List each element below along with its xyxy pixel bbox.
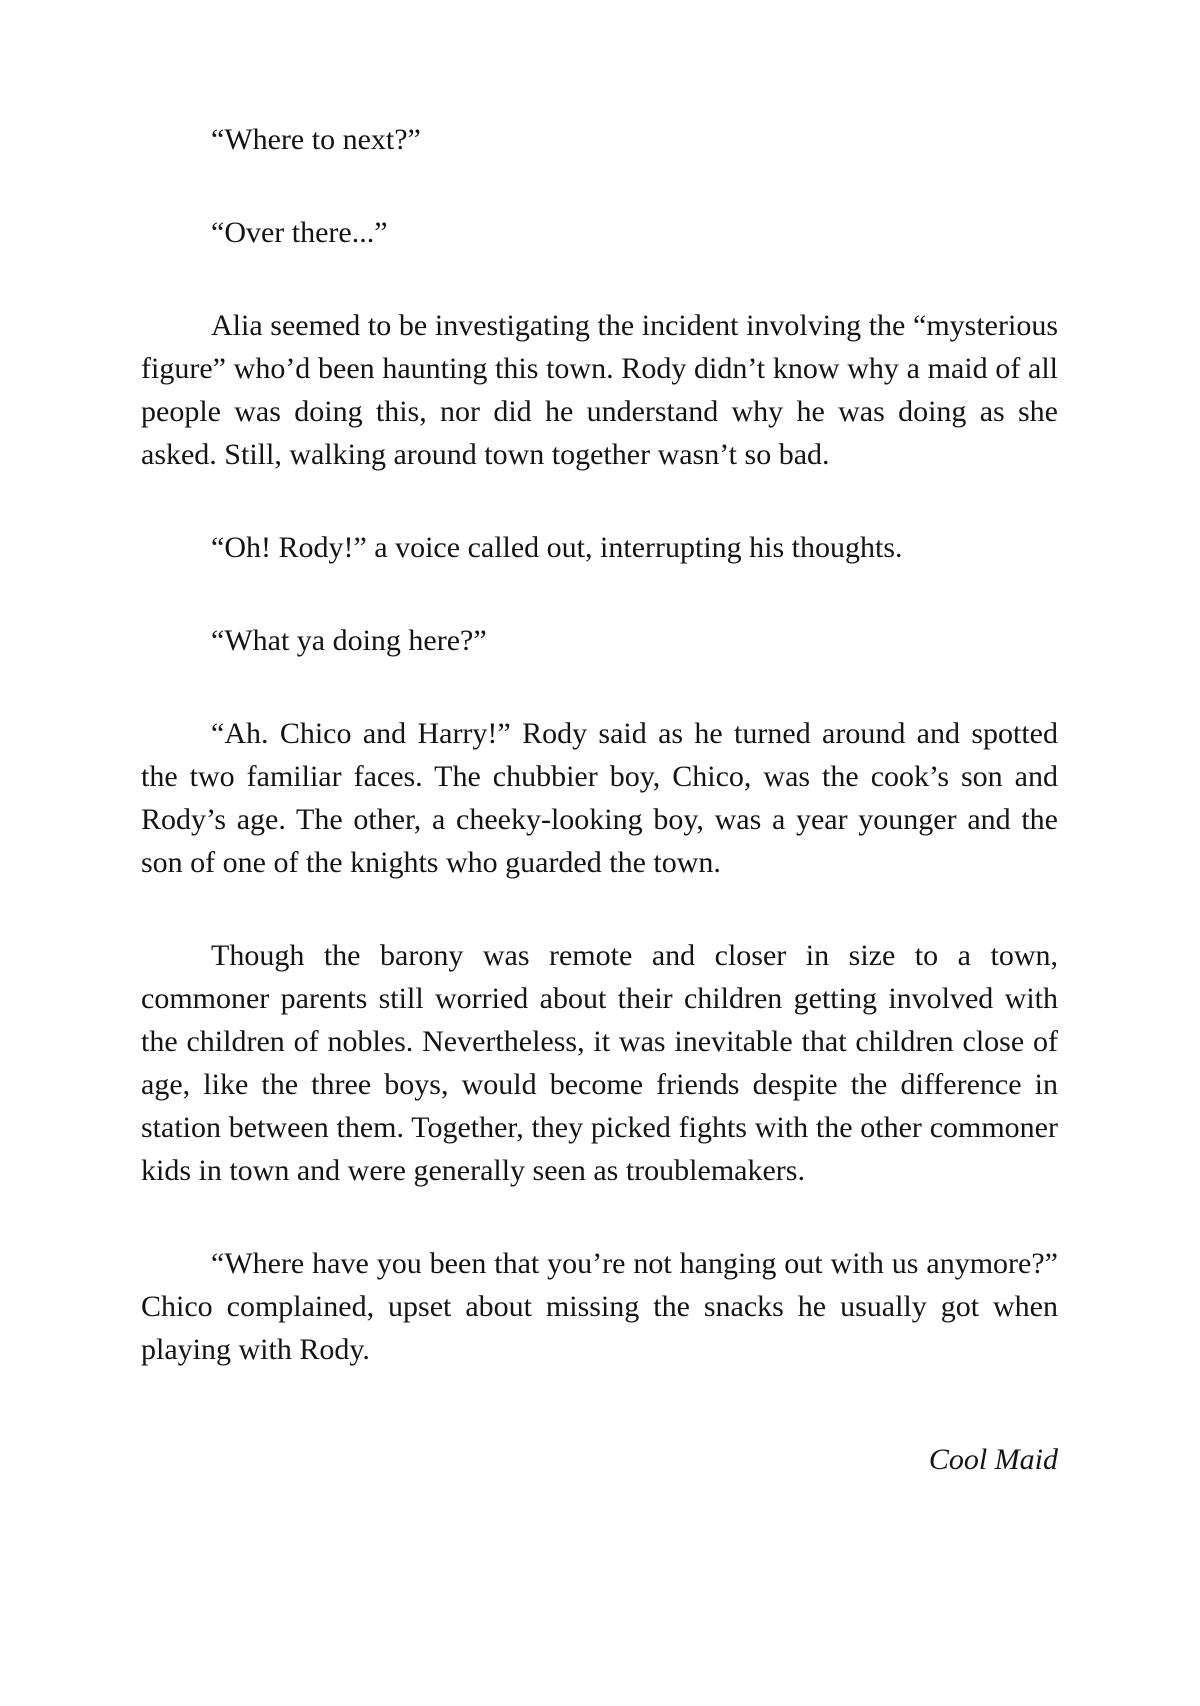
dialogue-paragraph: “What ya doing here?” bbox=[211, 624, 487, 657]
dialogue-paragraph: “Where to next?” bbox=[211, 123, 421, 156]
dialogue-paragraph: “Over there...” bbox=[211, 216, 388, 249]
dialogue-paragraph: “Oh! Rody!” a voice called out, interrupting his thoughts. bbox=[211, 531, 903, 564]
narrative-paragraph: Alia seemed to be investigating the incident involving the “mysterious figure” who’d been haunting this town. Rody didn’t know why a maid of all people was doing this, nor did he understand why he was doing as she asked. Still, walking around town together wasn’t so bad. bbox=[141, 309, 1058, 471]
narrative-paragraph: “Ah. Chico and Harry!” Rody said as he turned around and spotted the two familiar faces. The chubbier boy, Chico, was the cook’s son and Rody’s age. The other, a cheeky-looking boy, was a year younger and the son of one of the knights who guarded the town. bbox=[141, 717, 1058, 879]
book-title-signature: Cool Maid bbox=[928, 1443, 1058, 1476]
narrative-paragraph: Though the barony was remote and closer in size to a town, commoner parents still worried about their children getting involved with the children of nobles. Nevertheless, it was inevitable that children close of age, like the three boys, would become friends despite the difference in station between them. Together, they picked fights with the other commoner kids in town and were generally seen as troublemakers. bbox=[141, 939, 1058, 1187]
narrative-paragraph: “Where have you been that you’re not hanging out with us anymore?” Chico complained, upset about missing the snacks he usually got when playing with Rody. bbox=[141, 1247, 1058, 1366]
